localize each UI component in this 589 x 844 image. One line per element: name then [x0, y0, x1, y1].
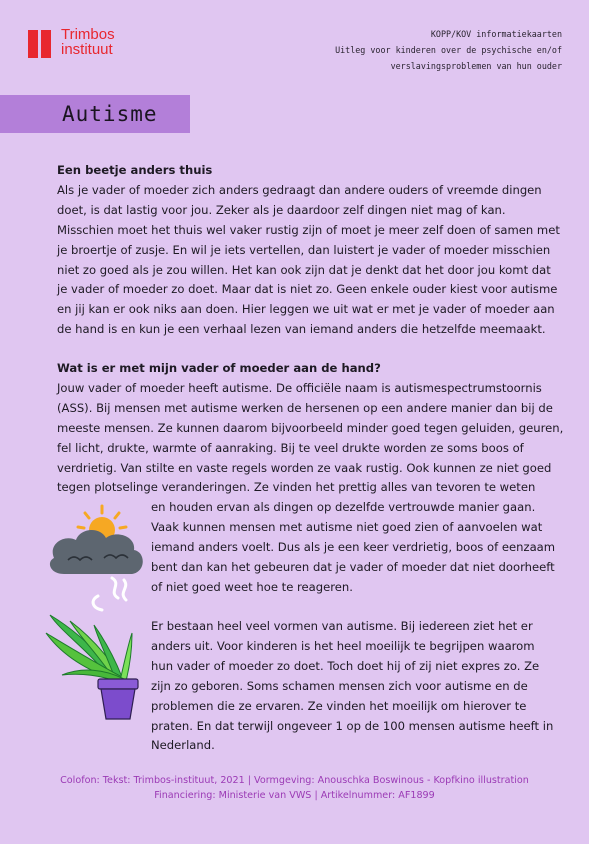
- header-subtitle-line1: Uitleg voor kinderen over de psychische en/of: [335, 45, 562, 55]
- paragraph-line: niet zo goed als je zou willen. Het kan ook zijn dat je denkt dat het door jou komt dat: [57, 262, 551, 277]
- section-paragraph: [57, 181, 560, 340]
- logo-text: [61, 27, 115, 57]
- plant-leaves-icon: [46, 615, 132, 683]
- potted-plant-icon: [42, 603, 152, 723]
- colofon: [0, 773, 589, 803]
- paragraph-line: tegen plotselinge veranderingen. Ze vinden het prettig alles van tevoren te weten: [57, 480, 536, 495]
- header-series-title: KOPP/KOV informatiekaarten: [430, 29, 562, 39]
- section-heading: Wat is er met mijn vader of moeder aan de hand?: [57, 361, 381, 375]
- paragraph-line: en jij kan er ook niks aan doen. Hier leggen we uit wat er met je vader of moeder aan: [57, 302, 555, 317]
- title-band: [0, 95, 190, 133]
- section-paragraph: [151, 617, 561, 756]
- section-paragraph: [151, 498, 561, 598]
- paragraph-line: zijn zo geboren. Soms schamen mensen zich voor autisme en de: [151, 678, 528, 693]
- logo-bar-right: [41, 30, 51, 58]
- section-anders-thuis: [57, 161, 560, 340]
- section-vormen: [151, 617, 561, 756]
- header-subtitle-line2: verslavingsproblemen van hun ouder: [390, 61, 562, 71]
- paragraph-line: fel licht, drukte, warmte of aanraking. Bij te veel drukte worden ze soms boos of: [57, 440, 524, 455]
- paragraph-line: doet, is dat lastig voor jou. Zeker als je daardoor zelf dingen niet mag of kan.: [57, 202, 506, 217]
- colofon-funding: Financiering: Ministerie van VWS | Artikelnummer: AF1899: [154, 790, 435, 801]
- logo-line1: Trimbos: [61, 26, 115, 43]
- paragraph-line: Nederland.: [151, 738, 215, 753]
- logo-bar-left: [28, 30, 38, 58]
- page-title: Autisme: [62, 102, 158, 126]
- section-heading: Een beetje anders thuis: [57, 163, 213, 177]
- section-wat-is-er: [57, 359, 564, 498]
- paragraph-line: iemand anders voelt. Dus als je een keer verdrietig, boos of eenzaam: [151, 539, 556, 554]
- colofon-credits: Colofon: Tekst: Trimbos-instituut, 2021 | Vormgeving: Anouschka Boswinous - Kopfkino illustration: [60, 775, 529, 786]
- paragraph-line: hun vader of moeder zo doet. Toch doet hij of zij niet expres zo. Ze: [151, 658, 540, 673]
- paragraph-line: verdrietig. Van stilte en vaste regels worden ze vaak rustig. Ook kunnen ze niet goed: [57, 460, 552, 475]
- sun-cloud-wind-icon: [42, 500, 152, 620]
- paragraph-line: Als je vader of moeder zich anders gedraagt dan andere ouders of vreemde dingen: [57, 182, 542, 197]
- section-wat-is-er-continued: [151, 498, 561, 598]
- paragraph-line: meeste mensen. Ze kunnen daarom bijvoorbeeld minder goed tegen geluiden, geuren,: [57, 420, 564, 435]
- paragraph-line: en houden ervan als dingen op dezelfde vertrouwde manier gaan.: [151, 500, 536, 514]
- paragraph-line: Er bestaan heel veel vormen van autisme. Bij iedereen ziet het er: [151, 619, 533, 633]
- header-info: [335, 26, 562, 74]
- trimbos-logo: [28, 28, 138, 62]
- cloud-icon: [50, 530, 143, 574]
- paragraph-line: je vader of moeder zo doet. Maar dat is niet zo. Geen enkele ouder kiest voor autisme: [57, 282, 558, 297]
- paragraph-line: problemen die ze ervaren. Ze vinden het moeilijk om hierover te: [151, 698, 527, 713]
- paragraph-line: of niet goed weet hoe te reageren.: [151, 579, 353, 594]
- paragraph-line: (ASS). Bij mensen met autisme werken de hersenen op een andere manier dan bij de: [57, 400, 553, 415]
- paragraph-line: je broertje of zusje. En wil je iets vertellen, dan luistert je vader of moeder misschien: [57, 242, 551, 257]
- flower-pot-icon: [98, 679, 138, 719]
- paragraph-line: de hand is en kun je een verhaal lezen van iemand anders die hetzelfde meemaakt.: [57, 322, 546, 337]
- paragraph-line: Vaak kunnen mensen met autisme niet goed zien of aanvoelen wat: [151, 519, 543, 534]
- logo-line2: instituut: [61, 41, 113, 58]
- paragraph-line: Jouw vader of moeder heeft autisme. De officiële naam is autismespectrumstoornis: [57, 380, 542, 395]
- paragraph-line: praten. En dat terwijl ongeveer 1 op de 100 mensen autisme heeft in: [151, 718, 554, 733]
- paragraph-line: anders uit. Voor kinderen is het heel moeilijk te begrijpen waarom: [151, 638, 535, 653]
- paragraph-line: Misschien moet het thuis wel vaker rustig zijn of moet je meer zelf doen of samen met: [57, 222, 560, 237]
- paragraph-line: bent dan kan het gebeuren dat je vader of moeder dat niet doorheeft: [151, 559, 555, 574]
- section-paragraph: [57, 379, 564, 498]
